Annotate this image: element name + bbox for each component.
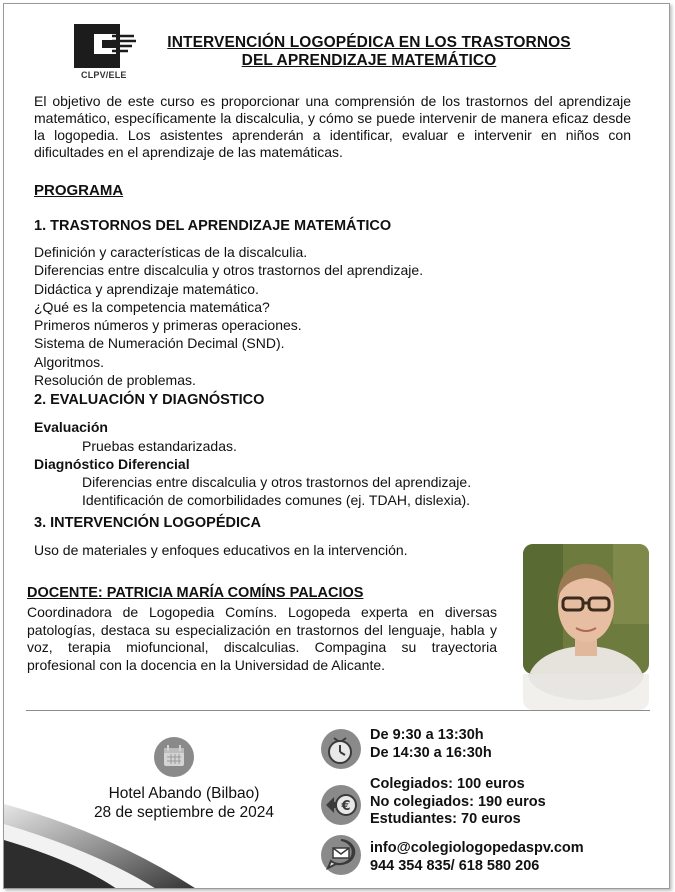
list-item: Diferencias entre discalculia y otros trastornos del aprendizaje. xyxy=(34,262,424,279)
programa-heading: PROGRAMA xyxy=(34,182,124,199)
evaluacion-label: Evaluación xyxy=(34,419,108,435)
list-item: Definición y características de la discalculia. xyxy=(34,244,308,260)
list-item: Primeros números y primeras operaciones. xyxy=(34,317,302,334)
docente-bio: Coordinadora de Logopedia Comíns. Logopeda experta en diversas patologías, destaca su especialización en trastornos del lenguaje, habla y voz, terapia miofuncional, discalculias. Compagina su trayectoria profesional con la docencia en la Universidad de Alicante. xyxy=(27,604,497,673)
logo-label: CLPV/ELE xyxy=(81,70,127,80)
venue-block xyxy=(64,784,304,822)
schedule-afternoon: De 14:30 a 16:30h xyxy=(370,744,492,761)
list-item: Diferencias entre discalculia y otros trastornos del aprendizaje. xyxy=(82,474,472,490)
list-item: ¿Qué es la competencia matemática? xyxy=(34,298,270,315)
list-item: Pruebas estandarizadas. xyxy=(82,438,237,454)
section-2-heading: 2. EVALUACIÓN Y DIAGNÓSTICO xyxy=(34,392,265,408)
section-3-heading: 3. INTERVENCIÓN LOGOPÉDICA xyxy=(34,515,261,531)
section-1-list xyxy=(34,243,423,389)
section-3-list xyxy=(34,541,408,559)
price-estudiantes: Estudiantes: 70 euros xyxy=(370,811,521,827)
contact xyxy=(370,840,584,875)
divider xyxy=(26,710,650,711)
flyer-page xyxy=(3,3,670,889)
page-title xyxy=(144,34,594,70)
contact-email[interactable]: info@colegiologopedaspv.com xyxy=(370,840,584,856)
title-line-2: DEL APRENDIZAJE MATEMÁTICO xyxy=(241,52,497,69)
docente-heading: DOCENTE: PATRICIA MARÍA COMÍNS PALACIOS xyxy=(27,585,364,601)
teacher-photo xyxy=(523,544,649,674)
contact-phones[interactable]: 944 354 835/ 618 580 206 xyxy=(370,857,540,874)
corner-decoration xyxy=(4,764,264,889)
list-item: Sistema de Numeración Decimal (SND). xyxy=(34,335,285,352)
section-1-heading: 1. TRASTORNOS DEL APRENDIZAJE MATEMÁTICO xyxy=(34,218,392,234)
price-colegiados: Colegiados: 100 euros xyxy=(370,776,525,792)
event-date: 28 de septiembre de 2024 xyxy=(93,804,275,821)
schedule-morning: De 9:30 a 13:30h xyxy=(370,727,484,743)
intro-paragraph: El objetivo de este curso es proporcionar una comprensión de los trastornos del aprendizaje matemático, específicamente la discalculia, y cómo se puede intervenir de manera eficaz desde la logopedia. Los asistentes aprenderán a identificar, evaluar e intervenir en niños con dificultades en el aprendizaje de las matemáticas. xyxy=(34,93,631,160)
diagnostico-list xyxy=(82,473,471,509)
list-item: Identificación de comorbilidades comunes (ej. TDAH, dislexia). xyxy=(82,492,471,508)
title-line-1: INTERVENCIÓN LOGOPÉDICA EN LOS TRASTORNOS xyxy=(167,34,571,51)
schedule xyxy=(370,727,492,762)
list-item: Didáctica y aprendizaje matemático. xyxy=(34,280,259,297)
list-item: Resolución de problemas. xyxy=(34,372,196,389)
calendar-icon xyxy=(153,736,195,778)
list-item: Uso de materiales y enfoques educativos en la intervención. xyxy=(34,542,408,558)
svg-text:€: € xyxy=(341,799,351,814)
diagnostico-label: Diagnóstico Diferencial xyxy=(34,456,190,472)
price-no-colegiados: No colegiados: 190 euros xyxy=(370,793,546,810)
euro-icon xyxy=(320,784,362,826)
list-item: Algoritmos. xyxy=(34,353,105,370)
clock-icon xyxy=(320,728,362,770)
venue-name: Hotel Abando (Bilbao) xyxy=(108,785,260,802)
prices xyxy=(370,776,546,829)
teacher-photo-reflection xyxy=(523,674,649,710)
mail-icon xyxy=(320,834,362,876)
